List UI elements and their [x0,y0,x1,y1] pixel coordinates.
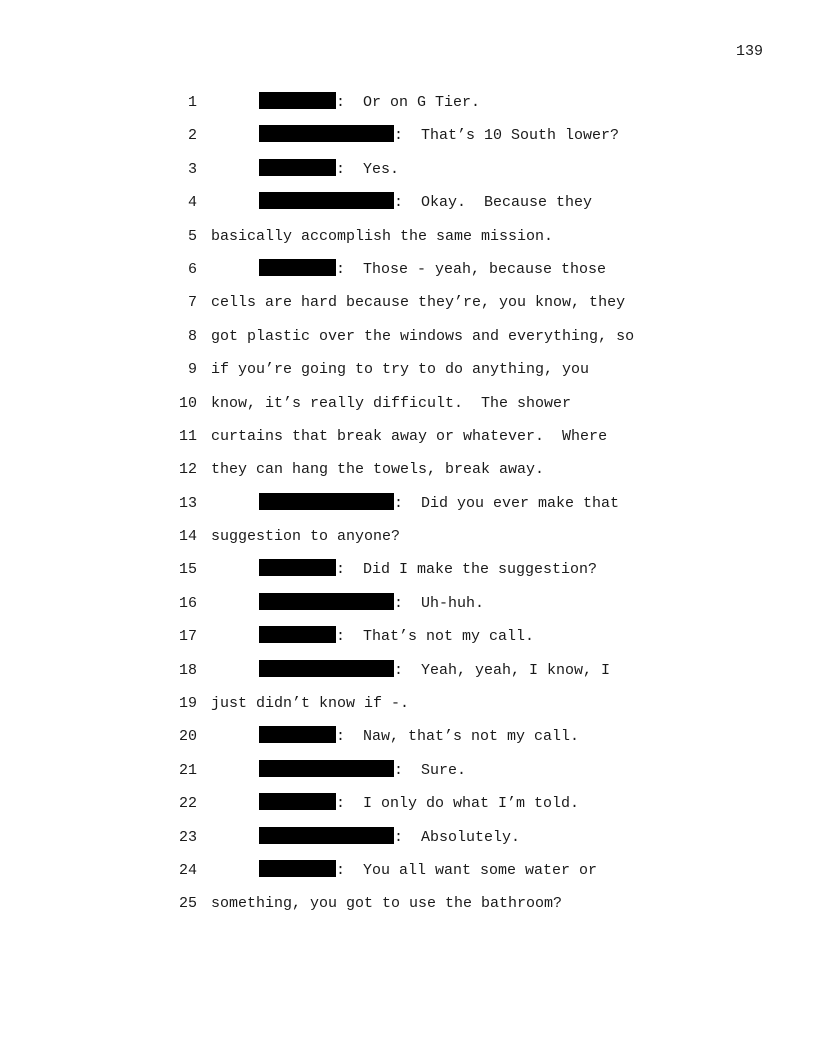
line-content [211,526,400,548]
redacted-speaker-name [259,760,394,777]
line-content [211,226,553,248]
line-text: : Did you ever make that [394,494,620,512]
transcript-line [160,159,760,192]
line-content [259,860,597,882]
transcript-line [160,226,760,259]
transcript-line [160,493,760,526]
line-number: 17 [178,628,197,646]
transcript-line [160,793,760,826]
line-number: 8 [187,327,197,345]
transcript-line [160,860,760,893]
line-number: 3 [187,160,197,178]
transcript-line [160,559,760,592]
transcript-line [160,459,760,492]
line-text: : Did I make the suggestion? [336,561,598,579]
transcript-line [160,726,760,759]
line-number: 18 [178,661,197,679]
line-text: : Okay. Because they [394,194,593,212]
line-content [259,259,606,281]
line-content [259,493,619,515]
line-text: : Uh-huh. [394,594,485,612]
line-number: 14 [178,528,197,546]
transcript-line [160,693,760,726]
line-content [211,359,589,381]
transcript-line [160,292,760,325]
redacted-speaker-name [259,827,394,844]
line-content [259,827,520,849]
page-number: 139 [735,43,763,60]
line-number: 20 [178,728,197,746]
line-content [211,292,625,314]
transcript-line [160,92,760,125]
line-number: 22 [178,795,197,813]
transcript-line [160,660,760,693]
line-number: 12 [178,461,197,479]
line-number: 1 [187,94,197,111]
line-number: 21 [178,761,197,779]
line-content [211,459,544,481]
redacted-speaker-name [259,793,336,810]
line-content [211,426,607,448]
line-text: : I only do what I’m told. [336,795,580,813]
line-content [259,760,466,782]
line-content [259,660,610,682]
transcript-line [160,393,760,426]
line-number: 19 [178,695,197,713]
line-text: : Yeah, yeah, I know, I [394,661,611,679]
line-text: : That’s 10 South lower? [394,127,620,145]
line-content [259,793,579,815]
line-number: 7 [187,294,197,312]
line-text: just didn’t know if -. [211,695,410,713]
transcript-line [160,526,760,559]
line-text: got plastic over the windows and everything, so [211,327,635,345]
line-text: suggestion to anyone? [211,528,401,546]
redacted-speaker-name [259,626,336,643]
line-text: : Sure. [394,761,467,779]
line-text: : Naw, that’s not my call. [336,728,580,746]
transcript-line [160,259,760,292]
line-text: know, it’s really difficult. The shower [211,394,572,412]
line-number: 2 [187,127,197,145]
line-number: 15 [178,561,197,579]
redacted-speaker-name [259,726,336,743]
transcript-line [160,359,760,392]
line-content [259,559,597,581]
transcript-line [160,326,760,359]
line-number: 16 [178,594,197,612]
line-content [259,192,592,214]
transcript-line [160,760,760,793]
line-number: 24 [178,861,197,879]
transcript-line [160,593,760,626]
redacted-speaker-name [259,593,394,610]
line-number: 6 [187,260,197,278]
line-text: if you’re going to try to do anything, you [211,361,590,379]
line-content [259,125,619,147]
transcript-line [160,192,760,225]
line-content [259,159,399,181]
redacted-speaker-name [259,125,394,142]
redacted-speaker-name [259,660,394,677]
line-text: : Or on G Tier. [336,94,481,111]
line-number: 11 [178,427,197,445]
redacted-speaker-name [259,192,394,209]
line-text: : Absolutely. [394,828,521,846]
line-number: 10 [178,394,197,412]
line-text: something, you got to use the bathroom? [211,895,563,913]
redacted-speaker-name [259,493,394,510]
line-content [211,893,562,915]
transcript-line [160,626,760,659]
redacted-speaker-name [259,259,336,276]
line-text: : Those - yeah, because those [336,260,607,278]
redacted-speaker-name [259,92,336,109]
line-text: they can hang the towels, break away. [211,461,545,479]
transcript-line [160,827,760,860]
line-text: cells are hard because they’re, you know, they [211,294,626,312]
redacted-speaker-name [259,860,336,877]
line-text: basically accomplish the same mission. [211,227,554,245]
line-content [211,326,634,348]
line-content [211,693,409,715]
redacted-speaker-name [259,559,336,576]
line-number: 4 [187,194,197,212]
line-number: 9 [187,361,197,379]
line-content [211,393,571,415]
line-text: curtains that break away or whatever. Where [211,427,608,445]
transcript-line [160,125,760,158]
transcript-line [160,893,760,926]
redacted-speaker-name [259,159,336,176]
line-content [259,593,484,615]
line-text: : Yes. [336,160,400,178]
line-number: 23 [178,828,197,846]
line-text: : You all want some water or [336,861,598,879]
line-number: 13 [178,494,197,512]
transcript-body [160,92,760,927]
line-number: 25 [178,895,197,913]
line-content [259,92,480,114]
line-text: : That’s not my call. [336,628,535,646]
line-content [259,726,579,748]
line-number: 5 [187,227,197,245]
line-content [259,626,534,648]
transcript-line [160,426,760,459]
